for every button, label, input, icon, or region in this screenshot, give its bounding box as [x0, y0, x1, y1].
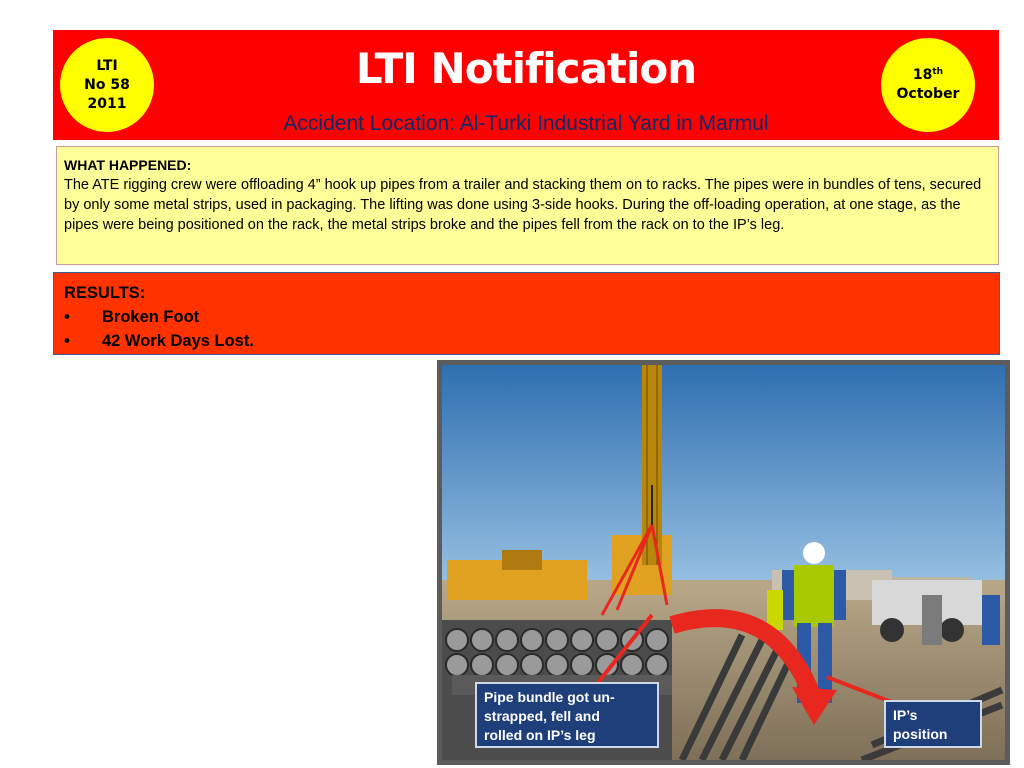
- accident-location: Accident Location: Al-Turki Industrial Yard in Marmul: [283, 112, 769, 135]
- caption-line: rolled on IP’s leg: [484, 727, 596, 743]
- caption-line: strapped, fell and: [484, 708, 600, 724]
- date-badge: [881, 38, 975, 132]
- what-happened-box: [56, 146, 999, 265]
- bullet-icon: •: [64, 332, 70, 350]
- incident-photo: [437, 360, 1010, 765]
- badge-lti-number: No 58: [84, 76, 130, 93]
- badge-lti-year: 2011: [87, 95, 127, 112]
- incident-scene-illustration: [442, 365, 1005, 760]
- results-heading: RESULTS:: [64, 284, 146, 302]
- results-item-text: 42 Work Days Lost.: [102, 332, 254, 350]
- results-item: [64, 305, 989, 329]
- worker-figure: [922, 595, 942, 645]
- results-item: [64, 329, 989, 353]
- bullet-icon: •: [64, 308, 70, 326]
- badge-lti-label: LTI: [96, 57, 118, 74]
- date-month: October: [896, 86, 960, 102]
- caption-line: IP’s: [893, 707, 918, 723]
- worker-figure: [767, 590, 783, 630]
- worker-figure: [982, 595, 1000, 645]
- caption-line: Pipe bundle got un-: [484, 689, 615, 705]
- header-banner: [53, 30, 999, 140]
- what-happened-heading: WHAT HAPPENED:: [64, 157, 192, 173]
- date-day: 18th: [912, 67, 944, 83]
- date-day-suffix: th: [932, 67, 944, 77]
- caption-line: position: [893, 726, 948, 742]
- results-item-text: Broken Foot: [102, 308, 200, 326]
- results-box: [53, 272, 1000, 355]
- page-title: LTI Notification: [355, 44, 697, 93]
- what-happened-text: The ATE rigging crew were offloading 4” hook up pipes from a trailer and stacking them on to racks. The pipes were in bundles of tens, secured by only some metal strips, used in packaging. The lifting was done using 3-side hooks. During the off-loading operation, at one stage, as the pipes were being positioned on the rack, the metal strips broke and the pipes fell from the rack on to the IP’s leg.: [64, 177, 982, 233]
